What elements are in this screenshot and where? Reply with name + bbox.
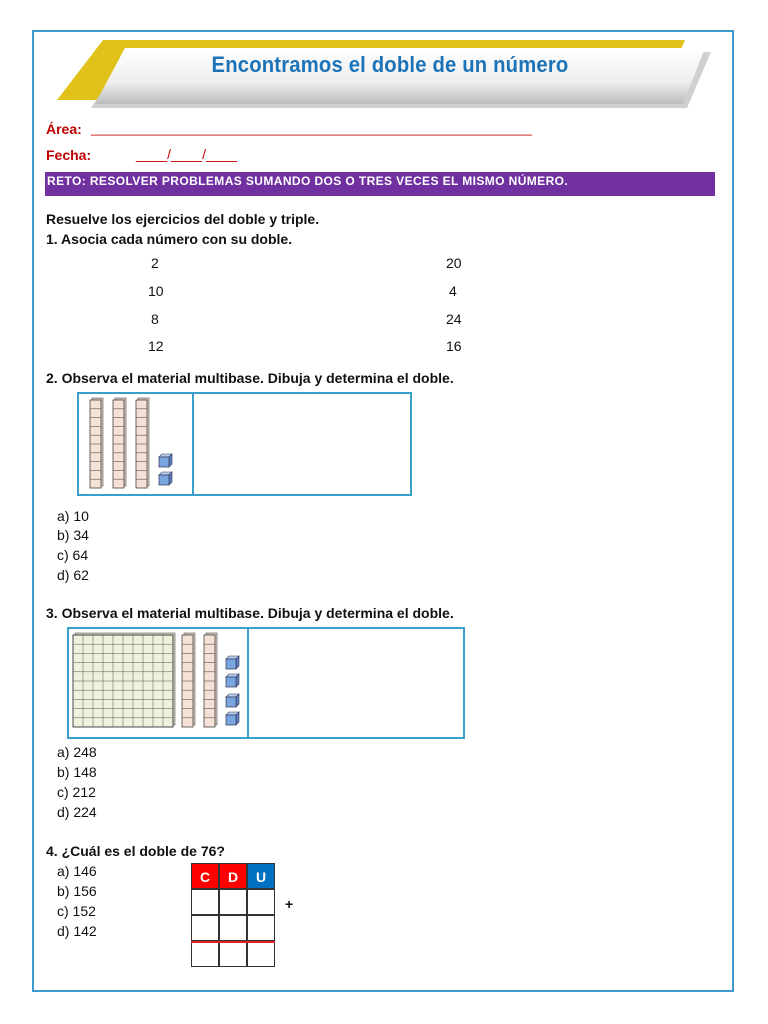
cdu-cell[interactable] — [219, 915, 247, 941]
unit-cube — [159, 472, 172, 485]
q4-option[interactable]: c) 152 — [57, 903, 96, 919]
q3-drawing-area[interactable] — [248, 629, 463, 737]
unit-cube — [226, 694, 239, 707]
q2-option[interactable]: d) 62 — [57, 567, 89, 583]
date-line[interactable]: ____/____/____ — [136, 146, 238, 162]
question-3-title: 3. Observa el material multibase. Dibuja y determina el doble. — [46, 605, 454, 621]
q2-option[interactable]: c) 64 — [57, 547, 89, 563]
q3-multibase-blocks — [70, 630, 246, 734]
q1-left-number[interactable]: 12 — [148, 338, 164, 354]
q4-option[interactable]: a) 146 — [57, 863, 97, 879]
q1-right-number[interactable]: 4 — [449, 283, 457, 299]
ten-rod — [204, 633, 217, 727]
area-line[interactable]: _____________________________________________________________ — [91, 121, 533, 136]
title-banner — [55, 38, 715, 118]
hundred-flat — [73, 633, 175, 727]
q4-option[interactable]: b) 156 — [57, 883, 97, 899]
q1-right-number[interactable]: 24 — [446, 311, 462, 327]
page-title: Encontramos el doble de un número — [211, 52, 569, 77]
cdu-header-u: U — [247, 863, 275, 889]
question-2-title: 2. Observa el material multibase. Dibuja y determina el doble. — [46, 370, 454, 386]
challenge-banner: RETO: RESOLVER PROBLEMAS SUMANDO DOS O TRES VECES EL MISMO NÚMERO. — [45, 172, 715, 196]
cdu-cell[interactable] — [247, 941, 275, 967]
cdu-cell[interactable] — [219, 889, 247, 915]
q1-left-number[interactable]: 2 — [151, 255, 159, 271]
cdu-cell[interactable] — [247, 889, 275, 915]
date-label: Fecha: — [46, 147, 92, 163]
instructions-text: Resuelve los ejercicios del doble y triple. — [46, 211, 320, 227]
cdu-cell[interactable] — [247, 915, 275, 941]
q4-option[interactable]: d) 142 — [57, 923, 97, 939]
q2-multibase-blocks — [82, 396, 192, 492]
q2-drawing-area[interactable] — [193, 394, 410, 494]
unit-cube — [159, 454, 172, 467]
cdu-cell[interactable] — [191, 915, 219, 941]
q3-option[interactable]: b) 148 — [57, 764, 97, 780]
q3-option[interactable]: a) 248 — [57, 744, 97, 760]
cdu-header-d: D — [219, 863, 247, 889]
cdu-cell[interactable] — [191, 889, 219, 915]
unit-cube — [226, 674, 239, 687]
q2-option[interactable]: a) 10 — [57, 508, 89, 524]
ten-rod — [90, 398, 103, 488]
ten-rod — [113, 398, 126, 488]
area-label: Área: — [46, 121, 82, 137]
q1-right-number[interactable]: 16 — [446, 338, 462, 354]
ten-rod — [136, 398, 149, 488]
q1-left-number[interactable]: 8 — [151, 311, 159, 327]
plus-sign: + — [285, 896, 294, 912]
sum-line — [191, 941, 275, 943]
q3-option[interactable]: c) 212 — [57, 784, 96, 800]
cdu-header-c: C — [191, 863, 219, 889]
unit-cube — [226, 712, 239, 725]
ten-rod — [182, 633, 195, 727]
cdu-cell[interactable] — [191, 941, 219, 967]
question-4-title: 4. ¿Cuál es el doble de 76? — [46, 843, 225, 859]
q2-option[interactable]: b) 34 — [57, 527, 89, 543]
q3-option[interactable]: d) 224 — [57, 804, 97, 820]
q1-right-number[interactable]: 20 — [446, 255, 462, 271]
question-1-title: 1. Asocia cada número con su doble. — [46, 231, 293, 247]
q1-left-number[interactable]: 10 — [148, 283, 164, 299]
cdu-cell[interactable] — [219, 941, 247, 967]
unit-cube — [226, 656, 239, 669]
